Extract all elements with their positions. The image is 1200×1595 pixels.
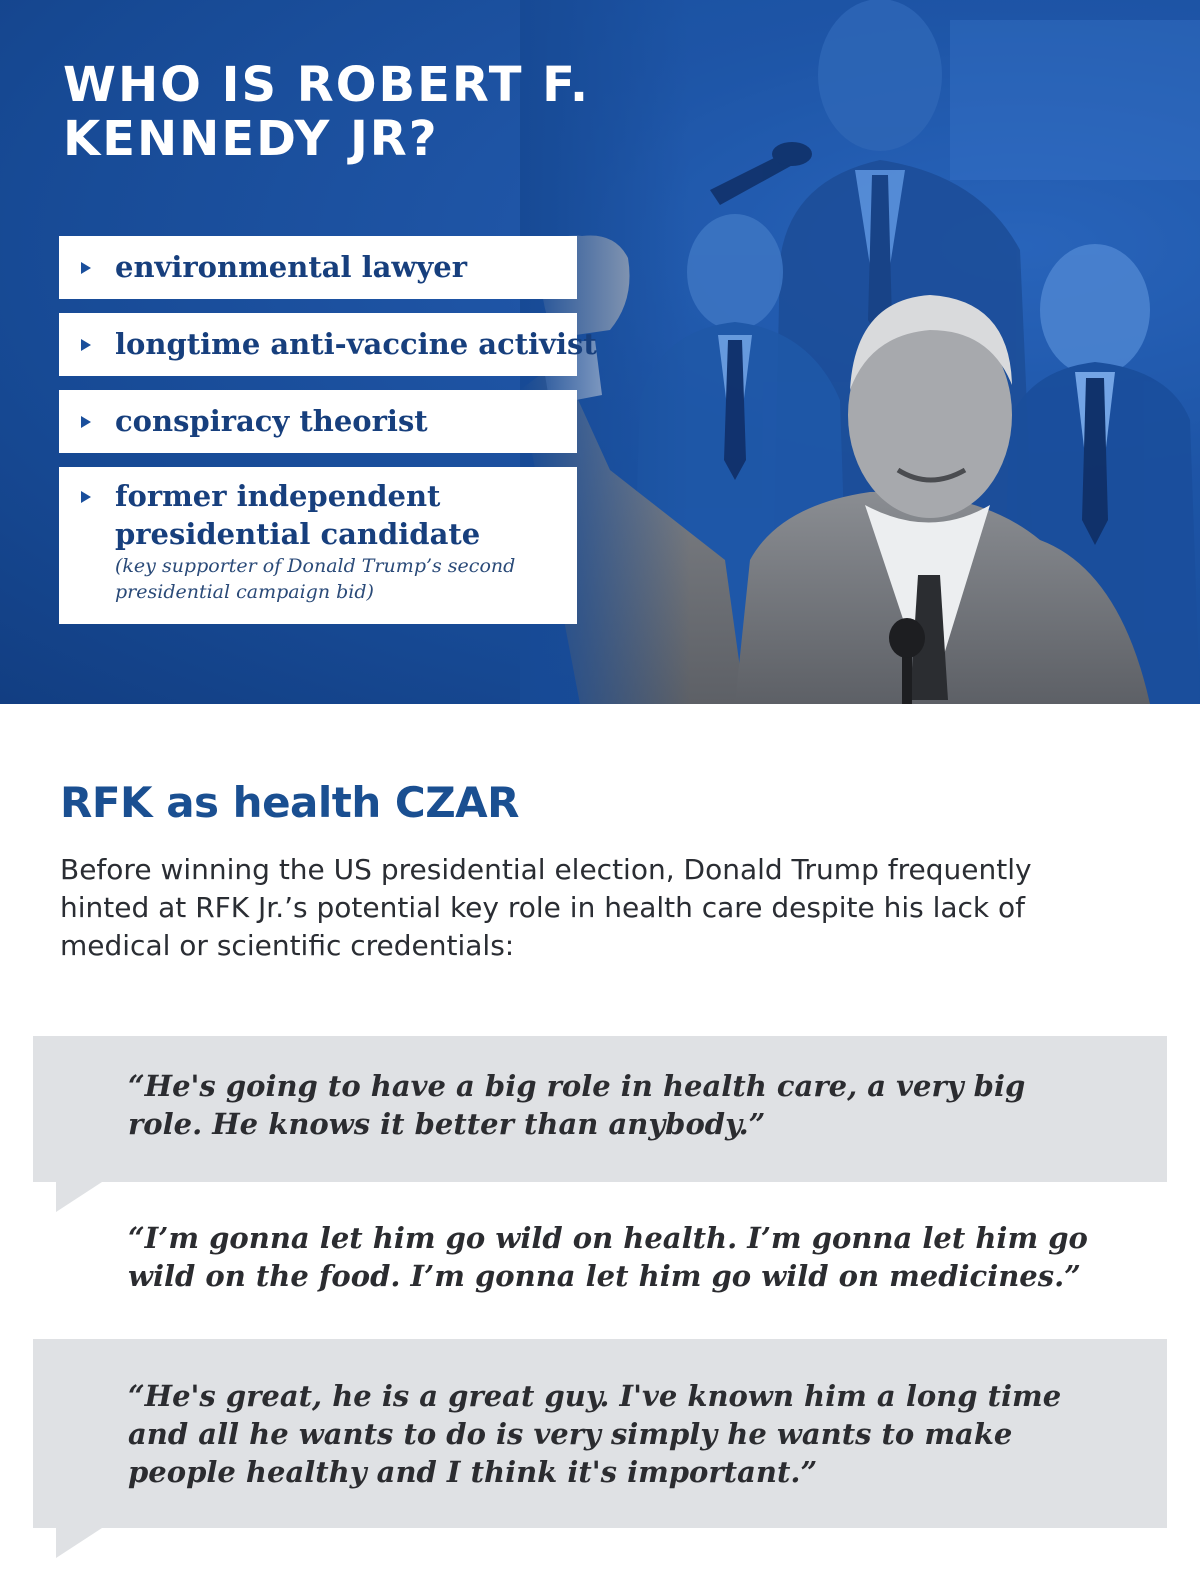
triangle-bullet-icon: [81, 339, 91, 351]
quote-block: [33, 1036, 1167, 1182]
triangle-bullet-icon: [81, 416, 91, 428]
quote-block: [33, 1190, 1167, 1328]
triangle-bullet-icon: [81, 491, 91, 503]
triangle-bullet-icon: [81, 262, 91, 274]
quote-text: “I’m gonna let him go wild on health. I’m gonna let him go wild on the food. I’m gonna let him go wild on medicines.”: [128, 1221, 1088, 1293]
hero-banner: [0, 0, 1200, 704]
fact-label: environmental lawyer: [115, 250, 467, 284]
intro-paragraph: Before winning the US presidential election, Donald Trump frequently hinted at RFK Jr.’s potential key role in health care despite his lack of medical or scientific credentials:: [60, 853, 1032, 962]
fact-item: [59, 390, 577, 453]
fact-item: [59, 313, 597, 376]
fact-note: (key supporter of Donald Trump’s second presidential campaign bid): [115, 555, 516, 603]
fact-item: [59, 467, 577, 624]
quote-text: “He's great, he is a great guy. I've known him a long time and all he wants to do is very simply he wants to make people healthy and I think it's important.”: [128, 1379, 1062, 1489]
speech-tail-icon: [56, 1528, 102, 1558]
quote-text: “He's going to have a big role in health care, a very big role. He knows it better than anybody.”: [128, 1069, 1026, 1141]
quote-block: [33, 1339, 1167, 1528]
hero-title: WHO IS ROBERT F. KENNEDY JR?: [63, 57, 591, 167]
fact-label: longtime anti-vaccine activist: [115, 327, 597, 361]
fact-item: [59, 236, 577, 299]
section-heading: RFK as health CZAR: [60, 778, 520, 827]
fact-label: former independent presidential candidate: [115, 479, 481, 551]
fact-label: conspiracy theorist: [115, 404, 428, 438]
